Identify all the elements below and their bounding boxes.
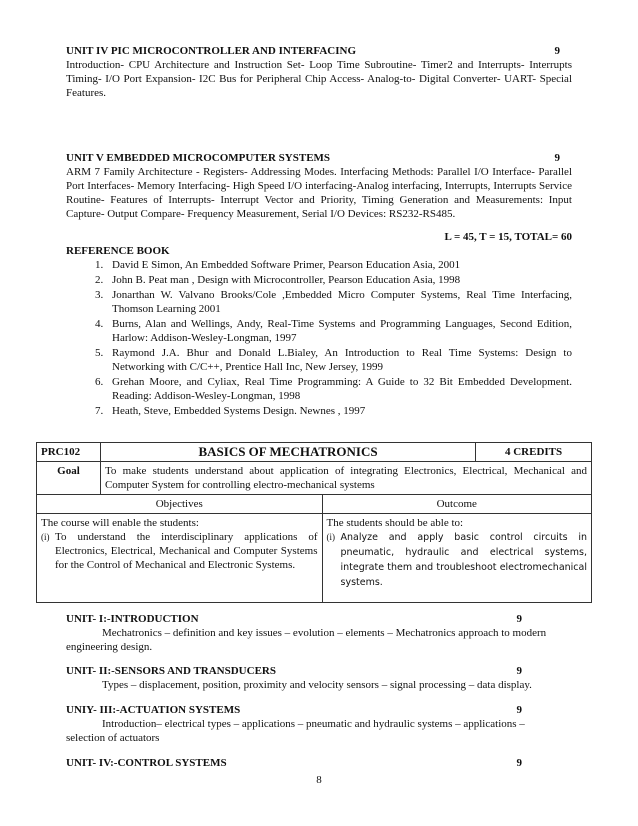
objective-item [41, 530, 318, 572]
outcome-item [327, 530, 588, 590]
objectives-label: Objectives [37, 495, 323, 514]
outcome-intro: The students should be able to: [326, 517, 464, 529]
unit4-title: UNIT IV PIC MICROCONTROLLER AND INTERFACING [66, 45, 357, 57]
unit5-title: UNIT V EMBEDDED MICROCOMPUTER SYSTEMS [66, 152, 331, 164]
unit5-text: ARM 7 Family Architecture - Registers- Addressing Modes. Interfacing Methods: Parallel I/O Interface- Parallel Port Interfaces- Memory Interfacing- High Speed I/O interfacing-Analog interfacing, Interrupts, Interrupts Service Routine- Features of Interrupts- Interrupt Vector and Priority, Timing Generation and Measurements: Input Capture- Output Compare- Frequency Measurement, Serial I/O Devices: RS232-RS485. [66, 166, 572, 220]
unit-ii-text: Types – displacement, position, proximity and velocity sensors – signal processing – data display. [102, 679, 532, 691]
unit-i-text: Mechatronics – definition and key issues – evolution – elements – Mechatronics approach to modern [102, 627, 547, 639]
course-table [36, 442, 592, 603]
unit-i [66, 612, 572, 654]
course-header-row [37, 443, 592, 462]
reference-item: 3. Jonarthan W. Valvano Brooks/Cole ,Embedded Micro Computer Systems, Real Time Interfacing, Thomson Learning 2001 [106, 288, 572, 316]
course-code: PRC102 [37, 443, 101, 462]
unit-iii [66, 703, 572, 745]
page-number: 8 [316, 774, 322, 786]
unit-i-text-cont: engineering design. [66, 641, 153, 653]
course-title: BASICS OF MECHATRONICS [100, 443, 475, 462]
unit-iv-title: UNIT- IV:-CONTROL SYSTEMS [66, 757, 227, 769]
unit-ii [66, 664, 572, 692]
unit-iii-text: Introduction– electrical types – applications – pneumatic and hydraulic systems – applications – [102, 718, 525, 730]
reference-list [66, 258, 572, 419]
unit4-heading [66, 44, 572, 58]
unit-iii-text-cont: selection of actuators [66, 732, 160, 744]
course-credits: 4 CREDITS [476, 443, 592, 462]
reference-item: 1. David E Simon, An Embedded Software Primer, Pearson Education Asia, 2001 [106, 258, 572, 272]
outcome-label: Outcome [322, 495, 592, 514]
unit5-totals: L = 45, T = 15, TOTAL= 60 [444, 231, 572, 243]
unit-i-title: UNIT- I:-INTRODUCTION [66, 613, 199, 625]
unit-iii-title: UNIY- III:-ACTUATION SYSTEMS [66, 704, 241, 716]
objective-text: To understand the interdisciplinary applications of Electronics, Electrical, Mechanical and Computer Systems for the Control of Mechanical and Electronic Systems. [55, 531, 318, 571]
reference-item: 2. John B. Peat man , Design with Microcontroller, Pearson Education Asia, 1998 [106, 273, 572, 287]
unit4-hours: 9 [554, 45, 560, 57]
unit4-text: Introduction- CPU Architecture and Instruction Set- Loop Time Subroutine- Timer2 and Interrupts- Interrupts Timing- I/O Port Expansion- I2C Bus for Peripheral Chip Access- Analog-to- Digital Converter- UART- Special Features. [66, 59, 572, 99]
unit-ii-title: UNIT- II:-SENSORS AND TRANSDUCERS [66, 665, 276, 677]
reference-item: 4. Burns, Alan and Wellings, Andy, Real-Time Systems and Programming Languages, Second Edition, Harlow: Addison-Wesley-Longman, 1997 [106, 317, 572, 345]
objectives-intro: The course will enable the students: [41, 517, 199, 529]
reference-item: 6. Grehan Moore, and Cyliax, Real Time Programming: A Guide to 32 Bit Embedded Development. Reading: Addison-Wesley-Longman, 1998 [106, 375, 572, 403]
reference-item: 7. Heath, Steve, Embedded Systems Design. Newnes , 1997 [106, 404, 572, 418]
goal-text: To make students understand about application of integrating Electronics, Electrical, Mechanical and Computer System for controlling electro-mechanical systems [100, 462, 591, 495]
outcome-number: (i) [326, 532, 335, 542]
reference-item: 5. Raymond J.A. Bhur and Donald L.Bialey, An Introduction to Real Time Systems: Design to Networking with C/C++, Prentice Hall Inc, New Jersey, 1999 [106, 346, 572, 374]
course-detail-row [37, 514, 592, 603]
reference-title: REFERENCE BOOK [66, 245, 170, 257]
goal-label: Goal [37, 462, 101, 495]
unit-iv [66, 756, 572, 770]
outcome-text: Analyze and apply basic control circuits in pneumatic, hydraulic and electrical systems, integrate them and troubleshoot electromechanical systems. [340, 532, 587, 588]
course-columns-row [37, 495, 592, 514]
unit-iii-hours: 9 [516, 704, 522, 716]
unit-ii-hours: 9 [516, 665, 522, 677]
unit5-hours: 9 [554, 152, 560, 164]
objective-number: (i) [41, 532, 50, 542]
course-goal-row [37, 462, 592, 495]
unit-iv-hours: 9 [516, 757, 522, 769]
unit5-heading [66, 151, 572, 165]
unit-i-hours: 9 [516, 613, 522, 625]
outcome-cell [322, 514, 592, 603]
objectives-cell [37, 514, 323, 603]
